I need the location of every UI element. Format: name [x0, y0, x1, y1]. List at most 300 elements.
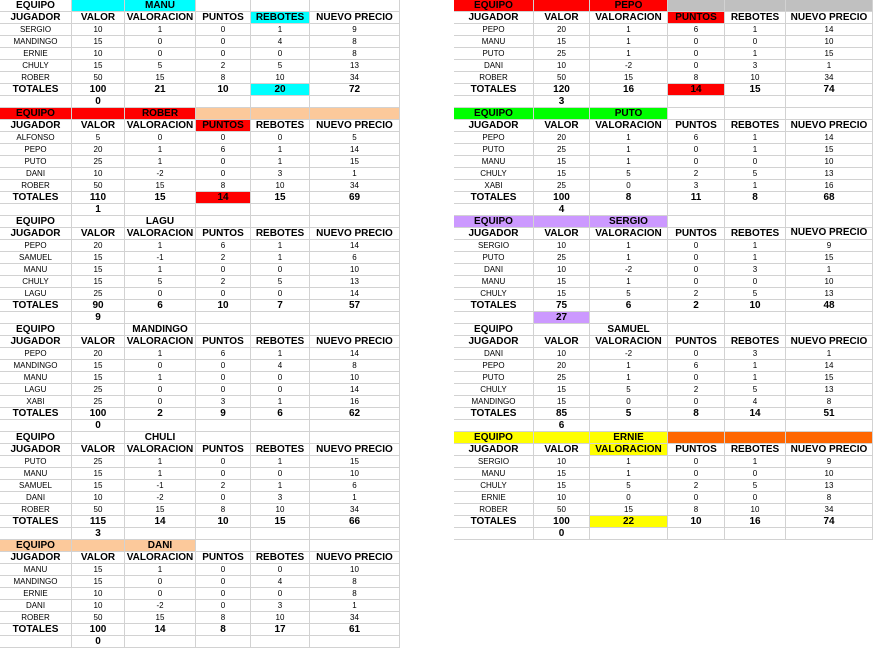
header-valoracion[interactable]: VALORACION	[590, 12, 668, 24]
cell[interactable]	[310, 528, 400, 540]
header-rebotes[interactable]: REBOTES	[251, 120, 310, 132]
stat-cell[interactable]: 34	[310, 504, 400, 516]
player-name[interactable]: MANU	[0, 372, 72, 384]
cell[interactable]	[668, 204, 725, 216]
stat-cell[interactable]: 10	[251, 612, 310, 624]
stat-cell[interactable]: -2	[590, 348, 668, 360]
cell[interactable]	[668, 420, 725, 432]
header-jugador[interactable]: JUGADOR	[0, 120, 72, 132]
header-puntos[interactable]: PUNTOS	[196, 552, 251, 564]
total-cell[interactable]: 85	[534, 408, 590, 420]
stat-cell[interactable]: 20	[534, 360, 590, 372]
header-valoracion[interactable]: VALORACION	[590, 120, 668, 132]
stat-cell[interactable]: 10	[251, 504, 310, 516]
cell[interactable]	[196, 420, 251, 432]
header-puntos[interactable]: PUNTOS	[668, 336, 725, 348]
stat-cell[interactable]: 20	[534, 24, 590, 36]
total-cell[interactable]: 51	[786, 408, 873, 420]
stat-cell[interactable]: 9	[786, 240, 873, 252]
team-name[interactable]: LAGU	[125, 216, 196, 228]
header-valoracion[interactable]: VALORACION	[125, 444, 196, 456]
player-name[interactable]: DANI	[0, 600, 72, 612]
totales-label[interactable]: TOTALES	[454, 408, 534, 420]
player-name[interactable]: SERGIO	[0, 24, 72, 36]
extra-value[interactable]: 4	[534, 204, 590, 216]
stat-cell[interactable]: 6	[668, 132, 725, 144]
cell[interactable]	[196, 432, 251, 444]
stat-cell[interactable]: 15	[534, 276, 590, 288]
equipo-label[interactable]: EQUIPO	[454, 108, 534, 120]
header-valor[interactable]: VALOR	[72, 552, 125, 564]
header-jugador[interactable]: JUGADOR	[0, 552, 72, 564]
stat-cell[interactable]: 1	[251, 252, 310, 264]
stat-cell[interactable]: 4	[251, 36, 310, 48]
player-name[interactable]: PEPO	[0, 348, 72, 360]
stat-cell[interactable]: 5	[251, 276, 310, 288]
player-name[interactable]: PEPO	[0, 144, 72, 156]
stat-cell[interactable]: -2	[125, 168, 196, 180]
total-cell[interactable]: 14	[725, 408, 786, 420]
stat-cell[interactable]: 5	[251, 60, 310, 72]
stat-cell[interactable]: 16	[310, 396, 400, 408]
stat-cell[interactable]: 15	[72, 360, 125, 372]
header-rebotes[interactable]: REBOTES	[251, 336, 310, 348]
player-name[interactable]: MANU	[0, 264, 72, 276]
total-cell[interactable]: 14	[196, 192, 251, 204]
header-valor[interactable]: VALOR	[72, 444, 125, 456]
totales-label[interactable]: TOTALES	[0, 192, 72, 204]
stat-cell[interactable]: 1	[590, 24, 668, 36]
stat-cell[interactable]: 8	[310, 48, 400, 60]
header-valor[interactable]: VALOR	[72, 228, 125, 240]
total-cell[interactable]: 10	[196, 84, 251, 96]
cell[interactable]	[72, 324, 125, 336]
cell[interactable]	[668, 324, 725, 336]
header-valor[interactable]: VALOR	[534, 336, 590, 348]
stat-cell[interactable]: 13	[310, 276, 400, 288]
total-cell[interactable]: 8	[590, 192, 668, 204]
header-rebotes[interactable]: REBOTES	[725, 120, 786, 132]
stat-cell[interactable]: 13	[786, 168, 873, 180]
stat-cell[interactable]: 6	[196, 144, 251, 156]
cell[interactable]	[725, 420, 786, 432]
stat-cell[interactable]: 1	[786, 60, 873, 72]
stat-cell[interactable]: 0	[196, 156, 251, 168]
stat-cell[interactable]: 3	[251, 168, 310, 180]
stat-cell[interactable]: 9	[786, 456, 873, 468]
stat-cell[interactable]: 15	[72, 372, 125, 384]
stat-cell[interactable]: 50	[534, 72, 590, 84]
stat-cell[interactable]: 6	[310, 252, 400, 264]
cell[interactable]	[590, 420, 668, 432]
stat-cell[interactable]: 1	[725, 132, 786, 144]
header-jugador[interactable]: JUGADOR	[454, 228, 534, 240]
cell[interactable]	[310, 540, 400, 552]
player-name[interactable]: PUTO	[454, 48, 534, 60]
header-rebotes[interactable]: REBOTES	[725, 12, 786, 24]
stat-cell[interactable]: 1	[725, 360, 786, 372]
header-jugador[interactable]: JUGADOR	[454, 120, 534, 132]
stat-cell[interactable]: 10	[786, 156, 873, 168]
stat-cell[interactable]: 1	[590, 132, 668, 144]
cell[interactable]	[196, 540, 251, 552]
total-cell[interactable]: 90	[72, 300, 125, 312]
player-name[interactable]: LAGU	[0, 384, 72, 396]
stat-cell[interactable]: 1	[590, 156, 668, 168]
total-cell[interactable]: 10	[196, 300, 251, 312]
team-name[interactable]: PEPO	[590, 0, 668, 12]
cell[interactable]	[725, 204, 786, 216]
stat-cell[interactable]: 5	[590, 288, 668, 300]
cell[interactable]	[251, 636, 310, 648]
stat-cell[interactable]: 0	[251, 564, 310, 576]
player-name[interactable]: ERNIE	[0, 588, 72, 600]
cell[interactable]	[454, 312, 534, 324]
player-name[interactable]: XABI	[0, 396, 72, 408]
cell[interactable]	[310, 108, 400, 120]
stat-cell[interactable]: 10	[786, 36, 873, 48]
header-rebotes[interactable]: REBOTES	[251, 552, 310, 564]
cell[interactable]	[786, 204, 873, 216]
stat-cell[interactable]: 0	[251, 132, 310, 144]
player-name[interactable]: MANU	[0, 564, 72, 576]
stat-cell[interactable]: 0	[725, 276, 786, 288]
stat-cell[interactable]: 0	[668, 240, 725, 252]
header-nuevo-precio[interactable]: NUEVO PRECIO	[786, 228, 873, 240]
stat-cell[interactable]: 0	[196, 24, 251, 36]
player-name[interactable]: DANI	[454, 264, 534, 276]
stat-cell[interactable]: 3	[725, 348, 786, 360]
team-name[interactable]: SAMUEL	[590, 324, 668, 336]
stat-cell[interactable]: 0	[196, 564, 251, 576]
team-name[interactable]: MANDINGO	[125, 324, 196, 336]
stat-cell[interactable]: 34	[786, 72, 873, 84]
total-cell[interactable]: 16	[590, 84, 668, 96]
cell[interactable]	[534, 216, 590, 228]
stat-cell[interactable]: 0	[196, 492, 251, 504]
stat-cell[interactable]: 20	[72, 348, 125, 360]
cell[interactable]	[196, 216, 251, 228]
stat-cell[interactable]: 1	[125, 144, 196, 156]
stat-cell[interactable]: 25	[72, 456, 125, 468]
stat-cell[interactable]: 10	[72, 24, 125, 36]
stat-cell[interactable]: 15	[534, 384, 590, 396]
stat-cell[interactable]: 0	[668, 144, 725, 156]
stat-cell[interactable]: 14	[786, 132, 873, 144]
cell[interactable]	[125, 96, 196, 108]
header-jugador[interactable]: JUGADOR	[0, 444, 72, 456]
total-cell[interactable]: 21	[125, 84, 196, 96]
stat-cell[interactable]: 5	[125, 276, 196, 288]
cell[interactable]	[310, 312, 400, 324]
cell[interactable]	[668, 432, 725, 444]
stat-cell[interactable]: 10	[72, 48, 125, 60]
player-name[interactable]: CHULY	[454, 168, 534, 180]
stat-cell[interactable]: 0	[196, 132, 251, 144]
totales-label[interactable]: TOTALES	[0, 408, 72, 420]
total-cell[interactable]: 2	[125, 408, 196, 420]
stat-cell[interactable]: 1	[125, 24, 196, 36]
stat-cell[interactable]: 1	[251, 156, 310, 168]
stat-cell[interactable]: 4	[725, 396, 786, 408]
extra-value[interactable]: 0	[534, 528, 590, 540]
stat-cell[interactable]: 15	[125, 612, 196, 624]
player-name[interactable]: ALFONSO	[0, 132, 72, 144]
cell[interactable]	[668, 528, 725, 540]
totales-label[interactable]: TOTALES	[454, 192, 534, 204]
cell[interactable]	[786, 216, 873, 228]
stat-cell[interactable]: 15	[786, 372, 873, 384]
team-name[interactable]: PUTO	[590, 108, 668, 120]
stat-cell[interactable]: 3	[725, 264, 786, 276]
cell[interactable]	[251, 216, 310, 228]
stat-cell[interactable]: 15	[72, 576, 125, 588]
stat-cell[interactable]: 6	[310, 480, 400, 492]
stat-cell[interactable]: 10	[72, 588, 125, 600]
total-cell[interactable]: 17	[251, 624, 310, 636]
header-nuevo-precio[interactable]: NUEVO PRECIO	[786, 336, 873, 348]
stat-cell[interactable]: 5	[725, 288, 786, 300]
stat-cell[interactable]: 2	[668, 384, 725, 396]
stat-cell[interactable]: 4	[251, 576, 310, 588]
cell[interactable]	[786, 528, 873, 540]
team-name[interactable]: DANI	[125, 540, 196, 552]
cell[interactable]	[534, 108, 590, 120]
player-name[interactable]: SERGIO	[454, 456, 534, 468]
total-cell[interactable]: 74	[786, 516, 873, 528]
stat-cell[interactable]: 13	[786, 384, 873, 396]
stat-cell[interactable]: 15	[72, 264, 125, 276]
player-name[interactable]: XABI	[454, 180, 534, 192]
cell[interactable]	[125, 636, 196, 648]
stat-cell[interactable]: 10	[72, 600, 125, 612]
total-cell[interactable]: 48	[786, 300, 873, 312]
stat-cell[interactable]: 2	[196, 480, 251, 492]
stat-cell[interactable]: 15	[786, 252, 873, 264]
stat-cell[interactable]: 34	[786, 504, 873, 516]
stat-cell[interactable]: 0	[668, 36, 725, 48]
stat-cell[interactable]: 0	[668, 156, 725, 168]
stat-cell[interactable]: 0	[725, 36, 786, 48]
total-cell[interactable]: 6	[125, 300, 196, 312]
stat-cell[interactable]: 1	[251, 480, 310, 492]
stat-cell[interactable]: 2	[668, 288, 725, 300]
cell[interactable]	[0, 96, 72, 108]
stat-cell[interactable]: 10	[251, 72, 310, 84]
stat-cell[interactable]: 0	[668, 60, 725, 72]
header-nuevo-precio[interactable]: NUEVO PRECIO	[786, 12, 873, 24]
cell[interactable]	[725, 324, 786, 336]
cell[interactable]	[310, 96, 400, 108]
header-nuevo-precio[interactable]: NUEVO PRECIO	[310, 336, 400, 348]
stat-cell[interactable]: 15	[534, 468, 590, 480]
header-puntos[interactable]: PUNTOS	[196, 336, 251, 348]
cell[interactable]	[196, 96, 251, 108]
stat-cell[interactable]: 15	[590, 504, 668, 516]
cell[interactable]	[786, 420, 873, 432]
cell[interactable]	[725, 0, 786, 12]
cell[interactable]	[251, 0, 310, 12]
total-cell[interactable]: 14	[125, 516, 196, 528]
stat-cell[interactable]: 34	[310, 180, 400, 192]
stat-cell[interactable]: 0	[251, 372, 310, 384]
stat-cell[interactable]: 8	[196, 504, 251, 516]
player-name[interactable]: PEPO	[454, 24, 534, 36]
cell[interactable]	[196, 0, 251, 12]
cell[interactable]	[786, 312, 873, 324]
stat-cell[interactable]: 3	[251, 600, 310, 612]
header-valoracion[interactable]: VALORACION	[125, 228, 196, 240]
stat-cell[interactable]: 0	[196, 168, 251, 180]
player-name[interactable]: MANDINGO	[0, 360, 72, 372]
cell[interactable]	[534, 432, 590, 444]
equipo-label[interactable]: EQUIPO	[0, 0, 72, 12]
cell[interactable]	[196, 636, 251, 648]
header-rebotes[interactable]: REBOTES	[251, 228, 310, 240]
stat-cell[interactable]: 5	[590, 480, 668, 492]
cell[interactable]	[125, 312, 196, 324]
stat-cell[interactable]: 34	[310, 612, 400, 624]
stat-cell[interactable]: 15	[72, 276, 125, 288]
total-cell[interactable]: 115	[72, 516, 125, 528]
stat-cell[interactable]: 13	[786, 480, 873, 492]
cell[interactable]	[251, 96, 310, 108]
header-valor[interactable]: VALOR	[534, 12, 590, 24]
stat-cell[interactable]: 0	[668, 468, 725, 480]
header-puntos[interactable]: PUNTOS	[668, 12, 725, 24]
stat-cell[interactable]: 10	[786, 468, 873, 480]
stat-cell[interactable]: 13	[786, 288, 873, 300]
header-valoracion[interactable]: VALORACION	[125, 12, 196, 24]
player-name[interactable]: CHULY	[0, 276, 72, 288]
stat-cell[interactable]: 1	[725, 48, 786, 60]
stat-cell[interactable]: 3	[196, 396, 251, 408]
equipo-label[interactable]: EQUIPO	[454, 0, 534, 12]
stat-cell[interactable]: 1	[125, 240, 196, 252]
stat-cell[interactable]: 8	[310, 36, 400, 48]
stat-cell[interactable]: 14	[310, 240, 400, 252]
equipo-label[interactable]: EQUIPO	[454, 216, 534, 228]
header-puntos[interactable]: PUNTOS	[196, 444, 251, 456]
header-valor[interactable]: VALOR	[72, 120, 125, 132]
total-cell[interactable]: 100	[72, 84, 125, 96]
extra-value[interactable]: 0	[72, 636, 125, 648]
totales-label[interactable]: TOTALES	[0, 624, 72, 636]
total-cell[interactable]: 110	[72, 192, 125, 204]
stat-cell[interactable]: 2	[668, 168, 725, 180]
header-rebotes[interactable]: REBOTES	[251, 12, 310, 24]
extra-value[interactable]: 1	[72, 204, 125, 216]
stat-cell[interactable]: -2	[590, 264, 668, 276]
total-cell[interactable]: 74	[786, 84, 873, 96]
header-valoracion[interactable]: VALORACION	[125, 552, 196, 564]
total-cell[interactable]: 9	[196, 408, 251, 420]
cell[interactable]	[125, 204, 196, 216]
cell[interactable]	[310, 420, 400, 432]
cell[interactable]	[310, 216, 400, 228]
header-valoracion[interactable]: VALORACION	[590, 228, 668, 240]
cell[interactable]	[590, 204, 668, 216]
player-name[interactable]: CHULY	[454, 480, 534, 492]
totales-label[interactable]: TOTALES	[454, 84, 534, 96]
stat-cell[interactable]: 8	[668, 72, 725, 84]
stat-cell[interactable]: 8	[786, 492, 873, 504]
stat-cell[interactable]: 10	[534, 348, 590, 360]
stat-cell[interactable]: 0	[196, 360, 251, 372]
cell[interactable]	[125, 420, 196, 432]
stat-cell[interactable]: 0	[196, 36, 251, 48]
stat-cell[interactable]: 10	[310, 264, 400, 276]
cell[interactable]	[590, 528, 668, 540]
totales-label[interactable]: TOTALES	[0, 516, 72, 528]
stat-cell[interactable]: 0	[251, 384, 310, 396]
cell[interactable]	[725, 108, 786, 120]
header-puntos[interactable]: PUNTOS	[668, 228, 725, 240]
stat-cell[interactable]: 8	[310, 576, 400, 588]
header-jugador[interactable]: JUGADOR	[454, 444, 534, 456]
total-cell[interactable]: 16	[725, 516, 786, 528]
stat-cell[interactable]: 14	[786, 360, 873, 372]
stat-cell[interactable]: 20	[534, 132, 590, 144]
player-name[interactable]: MANU	[454, 276, 534, 288]
stat-cell[interactable]: 10	[725, 72, 786, 84]
extra-value[interactable]: 0	[72, 96, 125, 108]
player-name[interactable]: PUTO	[0, 156, 72, 168]
stat-cell[interactable]: 10	[786, 276, 873, 288]
stat-cell[interactable]: 50	[534, 504, 590, 516]
stat-cell[interactable]: 25	[534, 372, 590, 384]
stat-cell[interactable]: 1	[590, 276, 668, 288]
header-valoracion[interactable]: VALORACION	[590, 444, 668, 456]
stat-cell[interactable]: 0	[196, 468, 251, 480]
stat-cell[interactable]: 0	[668, 48, 725, 60]
cell[interactable]	[0, 528, 72, 540]
player-name[interactable]: CHULY	[454, 384, 534, 396]
stat-cell[interactable]: 10	[534, 492, 590, 504]
stat-cell[interactable]: 2	[196, 276, 251, 288]
cell[interactable]	[668, 96, 725, 108]
stat-cell[interactable]: 1	[786, 264, 873, 276]
cell[interactable]	[251, 108, 310, 120]
cell[interactable]	[668, 216, 725, 228]
player-name[interactable]: DANI	[0, 492, 72, 504]
stat-cell[interactable]: 20	[72, 144, 125, 156]
extra-value[interactable]: 9	[72, 312, 125, 324]
stat-cell[interactable]: 1	[725, 240, 786, 252]
total-cell[interactable]: 14	[125, 624, 196, 636]
stat-cell[interactable]: 5	[590, 168, 668, 180]
player-name[interactable]: PUTO	[454, 144, 534, 156]
player-name[interactable]: MANU	[0, 468, 72, 480]
total-cell[interactable]: 75	[534, 300, 590, 312]
player-name[interactable]: PEPO	[454, 360, 534, 372]
stat-cell[interactable]: 50	[72, 72, 125, 84]
stat-cell[interactable]: 16	[786, 180, 873, 192]
header-puntos[interactable]: PUNTOS	[196, 12, 251, 24]
cell[interactable]	[590, 312, 668, 324]
stat-cell[interactable]: 0	[125, 588, 196, 600]
player-name[interactable]: MANDINGO	[454, 396, 534, 408]
player-name[interactable]: ERNIE	[0, 48, 72, 60]
stat-cell[interactable]: -1	[125, 252, 196, 264]
cell[interactable]	[251, 432, 310, 444]
cell[interactable]	[196, 324, 251, 336]
player-name[interactable]: MANDINGO	[0, 576, 72, 588]
stat-cell[interactable]: 15	[534, 156, 590, 168]
total-cell[interactable]: 6	[251, 408, 310, 420]
header-puntos[interactable]: PUNTOS	[196, 228, 251, 240]
stat-cell[interactable]: 15	[786, 144, 873, 156]
